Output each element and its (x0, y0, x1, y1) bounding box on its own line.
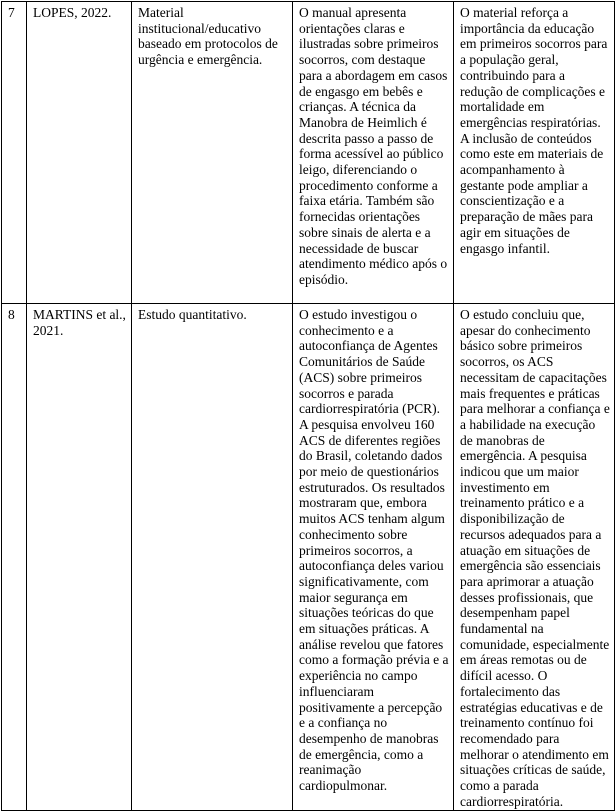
row-number: 8 (8, 307, 15, 322)
description-text: O estudo investigou o conhecimento e a autoconfiança de Agentes Comunitários de Saúde (ACS) sobre primeiros socorros e parada cardiorrespiratória (PCR). A pesquisa envolveu 160 ACS de diferentes regiões do Brasil, coletando dados por meio de questionários estruturados. Os resultados mostraram que, embora muitos ACS tenham algum conhecimento sobre primeiros socorros, a autoconfiança deles variou significativamente, com maior segurança em situações teóricas do que em situações práticas. A análise revelou que fatores como a formação prévia e a experiência no campo influenciaram positivamente a percepção e a confiança no desempenho de manobras de emergência, como a reanimação cardiopulmonar. (299, 307, 449, 794)
description-cell (293, 304, 454, 811)
row-number-cell (2, 304, 27, 811)
row-number-cell (2, 2, 27, 304)
study-type-text: Material institucional/educativo baseado em protocolos de urgência e emergência. (138, 5, 278, 68)
reference-text: LOPES, 2022. (33, 5, 112, 20)
table-row (2, 304, 615, 811)
reference-cell (27, 304, 132, 811)
conclusion-cell (454, 304, 615, 811)
conclusion-text: O estudo concluiu que, apesar do conhecimento básico sobre primeiros socorros, os ACS necessitam de capacitações mais frequentes e práticas para melhorar a confiança e a habilidade na execução de manobras de emergência. A pesquisa indicou que um maior investimento em treinamento prático e a disponibilização de recursos adequados para a atuação em situações de emergência são essenciais para aprimorar a atuação desses profissionais, que desempenham papel fundamental na comunidade, especialmente em áreas remotas ou de difícil acesso. O fortalecimento das estratégias educativas e de treinamento contínuo foi recomendado para melhorar o atendimento em situações críticas de saúde, como a parada cardiorrespiratória. (460, 307, 610, 809)
conclusion-cell (454, 2, 615, 304)
conclusion-text: O material reforça a importância da educação em primeiros socorros para a população geral, contribuindo para a redução de complicações e mortalidade em emergências respiratórias. A inclusão de conteúdos como este em materiais de acompanhamento à gestante pode ampliar a conscientização e a preparação de mães para agir em situações de engasgo infantil. (460, 5, 608, 256)
study-type-cell (132, 304, 293, 811)
reference-text: MARTINS et al., 2021. (33, 307, 126, 338)
description-cell (293, 2, 454, 304)
study-type-cell (132, 2, 293, 304)
description-text: O manual apresenta orientações claras e ilustradas sobre primeiros socorros, com destaque para a abordagem em casos de engasgo em bebês e crianças. A técnica da Manobra de Heimlich é descrita passo a passo de forma acessível ao público leigo, diferenciando o procedimento conforme a faixa etária. Também são fornecidas orientações sobre sinais de alerta e a necessidade de buscar atendimento médico após o episódio. (299, 5, 448, 287)
row-number: 7 (8, 5, 15, 20)
reference-cell (27, 2, 132, 304)
studies-table (1, 1, 615, 811)
study-type-text: Estudo quantitativo. (138, 307, 247, 322)
table-row (2, 2, 615, 304)
